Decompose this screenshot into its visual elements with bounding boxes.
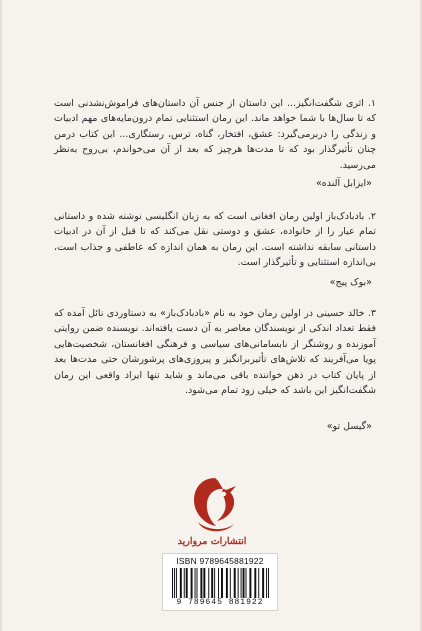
review-1-source: «ایزابل آلنده» [315,178,372,189]
barcode-bar [172,568,173,598]
barcode-bar [214,568,215,598]
review-1 [54,86,376,183]
barcode-bar [238,568,239,598]
review-3 [54,296,376,408]
barcode-bar [246,568,247,598]
barcode-bar [203,568,205,598]
barcode-bar [258,568,259,598]
publisher-name: انتشارات مروارید [177,536,247,547]
barcode-bar [268,568,269,598]
barcode-bar [249,568,251,598]
barcode-bar [234,568,236,598]
barcode-bar [266,568,267,598]
isbn-label: ISBN 9789645881922 [176,556,264,566]
barcode-digits: 9 789645 881922 [176,598,264,607]
barcode-bar [218,568,219,598]
review-2 [54,199,376,280]
barcode-bar [243,568,245,598]
review-2-text: ۲. بادبادک‌باز اولین رمان افغانی است که به زبان انگلیسی نوشته شده و داستانی تمام عیار را از خانواده، عشق و دوستی نقل می‌کند که تا قبل از آن در ادبیات داستانی سابقه نداشته است. این رمان به همان اندازه که عاطفی و جذاب است، بی‌اندازه استثنایی و تأثیرگذار است. [54,210,376,268]
barcode-bar [211,568,213,598]
barcode-bar [221,568,223,598]
barcode-bar [195,568,196,598]
barcode-bar [262,568,264,598]
barcode-bar [200,568,202,598]
barcode-bars [172,568,270,598]
review-2-source: «بوک پیج» [329,277,372,288]
barcode-bar [230,568,231,598]
barcode-bar [254,568,256,598]
barcode-bar [180,568,182,598]
barcode-bar [186,568,188,598]
barcode-bar [191,568,193,598]
barcode-bar [226,568,228,598]
barcode-bar [208,568,209,598]
review-1-text: ۱. اثری شگفت‌انگیز... این داستان از جنس آن داستان‌های فراموش‌نشدنی است که تا سال‌ها با شما خواهد ماند. این رمان استثنایی تمام درون‌مایه‌های مهم ادبیات و زندگی را دربرمی‌گیرد: عشق، افتخار، گناه، ترس، رستگاری... این کتاب درمن چنان تأثیرگذار بود که تا مدت‌ها هرچیز که بعد از آن می‌خواندم، بی‌روح به‌نظر می‌رسید. [54,97,376,171]
bird-logo-icon [180,472,250,538]
review-3-text: ۳. خالد حسینی در اولین رمان خود به نام «بادبادک‌باز» به دستاوردی نائل آمده که فقط تعداد اندکی از نویسندگان معاصر به آن دست یافته‌اند. نویسنده ضمن روایتی آموزنده و روشنگر از نابسامانی‌های سیاسی و فرهنگی افغانستان، شخصیت‌هایی پویا می‌آفریند که تلاش‌های تأثیربرانگیز و پیروزی‌های پرشورشان حتی مدت‌ها بعد از پایان کتاب در ذهن خواننده باقی می‌ماند و شاید تنها ایراد واقعی این رمان شگفت‌انگیز این باشد که خیلی زود تمام می‌شود. [54,307,376,396]
barcode-bar [174,568,175,598]
barcode-bar [241,568,242,598]
barcode-bar [197,568,198,598]
barcode-bar [176,568,177,598]
review-3-source: «گیسل تو» [326,421,372,432]
barcode [162,553,278,611]
barcode-bar [184,568,185,598]
